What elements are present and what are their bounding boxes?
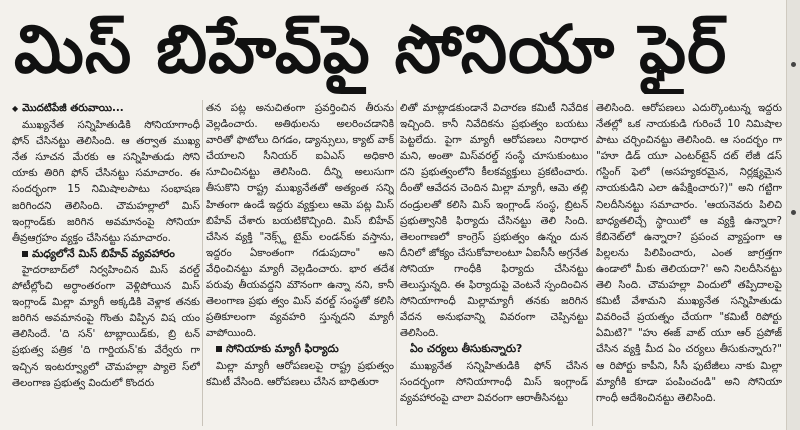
paragraph: తెలిసింది. ఆరోపణలు ఎదుర్కొంటున్న ఇద్దరు నేతల్లో ఒక నాయకుడి గురించే 10 నిమిషాల పాటు చర్చించినట్టు తెలిసింది. ఆ సందర్భం గా "హూ డిడ్ యూ ఎంటర్‌టైన్ దట్ లేజీ డస్ గస్టింగ్ ఫెలో (అసహ్యకరమైన, నిర్లక్ష్యమైన నాయకుడిని ఎలా ఉపేక్షించారు?)" అని గట్టిగా నిలదీసినట్టు సమాచారం. 'ఆయనెవరు పిలిచి బాధ్యతలిచ్చే స్థాయిలో ఆ వ్యక్తి ఉన్నారా? కేబినెట్‌లో ఉన్నారా? ప్రపంచ వ్యాప్తంగా ఆ పిల్లలను పిలిపించారు, ఎంత జాగ్రత్తగా ఉండాలో మీకు తెలియదా?' అని నిలదీసినట్టు తెలి సింది. చౌమహల్లా విందులో తప్పిదాలపై కమిటీ వేశామని ముఖ్యనేత సన్నిహితుడు వివరించే ప్రయత్నం చేయగా "కమిటీ రిపోర్టు ఏమిటి?" "హు ఈజ్ వాట్ యూ ఆర్ ప్రపోజ్ చేసిన వ్యక్తి మీద ఏం చర్యలు తీసుకున్నారు?" ఆ రిపోర్టు కాపీని, సీసీ ఫుటేజీలు నాకు మిల్లా మ్యాగీకి కూడా పంపించండి" అని సోనియా గాంధీ ఆదేశించినట్టు తెలిసింది. [596, 102, 782, 404]
page-edge [786, 0, 800, 430]
paragraph: ముఖ్యనేత సన్నిహితుడికి ఫోన్ చేసిన సందర్భంగా సోనియాగాంధీ మిస్ ఇంగ్లాండ్ వ్యవహారంపై చాలా వివరంగా ఆరాతీసినట్టు [400, 359, 588, 404]
paragraph: తన పట్ల అనుచితంగా ప్రవర్తించిన తీరును వెల్లడించారు. అతిథులను అలరించడానికి వారితో ఫొటోలు దిగడం, డ్యాన్సులు, క్యాట్ వాక్ చేయాలని సీనియర్ ఐఏఎస్ అధికారి సూచించినట్టు తెలిసింది. దీన్ని అలుసుగా తీసుకొని రాష్ట్ర ముఖ్యనేతతో అత్యంత సన్ని హితంగా ఉండే ఇద్దరు వ్యక్తులు ఆమె పట్ల మిస్ బిహేవ్ చేశారు బయటికొచ్చింది. మిస్ బిహేవ్ చేసిన వ్యక్తి "నెక్స్ట్ టైమ్ లండన్‌కు వస్తాను, ఇద్దరం ఏకాంతంగా గడుపుదాం" అని వేధించినట్టు మ్యాగీ వెల్లడించారు. భార తదేశ పరువు తీయవద్దని మౌనంగా ఉన్నా నని, కానీ తెలంగాణ ప్రభు త్వం మిస్ వరల్డ్ సంస్థతో కలిసి ప్రతికూలంగా వ్యవహరి స్తున్నదని మ్యాగీ వాపోయింది. [206, 102, 394, 340]
bullet-icon: ◆ [12, 104, 19, 113]
column-divider [592, 100, 593, 426]
subheading [400, 341, 588, 357]
column-divider [396, 100, 397, 426]
kicker-text: మొదటిపేజీ తరువాయి... [22, 102, 124, 114]
article-column-3 [400, 100, 588, 428]
paragraph: లితో మాట్లాడకుండానే విచారణ కమిటీ నివేదిక ఇచ్చింది. కానీ నివేదికను ప్రభుత్వం బయటు పెట్టలేదు. పైగా మ్యాగీ ఆరోపణలు నిరాధార మని, అంతా మిస్‌వరల్డ్ సంస్థే చూసుకుంటుం దని ప్రభుత్వంలోని కీలకవ్యక్తులు ప్రకటించారు. దీంతో ఆవేదన చెందిన మిల్లా మ్యాగీ, ఆమె తల్లి దండ్రులతో కలిసి మిస్ ఇంగ్లాండ్ సంస్థ, బ్రిటన్ ప్రభుత్వానికి ఫిర్యాదు చేసినట్టు తెలి సింది. తెలంగాణలో కాంగ్రెస్ ప్రభుత్వం ఉన్నం దున దీనిలో జోక్యం చేసుకోవాలంటూ ఏఐసీసీ అగ్రనేత సోనియా గాంధీకి ఫిర్యాదు చేసినట్టు తెలుస్తున్నది. ఈ ఫిర్యాదుపై వెంటనే స్పందించిన సోనియాగాంధీ మిల్లామ్యాగీ తనకు జరిగిన వేదన అనుభవాన్ని వివరంగా చెప్పినట్టు తెలిసింది. [400, 102, 588, 340]
headline: మిస్ బిహేవ్‌పై సోనియా ఫైర్ [14, 11, 728, 88]
column-divider [202, 100, 203, 426]
subheading-text: మధ్యలోనే మిస్ బిహేవ్ వ్యవహారం [32, 246, 175, 260]
square-bullet-icon [216, 346, 222, 352]
edge-mark [791, 62, 796, 67]
subheading [12, 246, 200, 262]
paragraph: మిల్లా మ్యాగీ ఆరోపణలపై రాష్ట్ర ప్రభుత్వం కమిటీ వేసింది. ఆరోపణలు చేసిన బాధితురా [206, 359, 394, 388]
paragraph: ముఖ్యనేత సన్నిహితుడికి సోనియాగాంధీ ఫోన్ చేసినట్టు తెలిసింది. ఆ తర్వాత ముఖ్య నేత సూచన మేరకు ఆ సన్నిహితుడు సోని యాకు తిరిగి ఫోన్ చేసినట్టు సమాచారం. ఈ సందర్భంగా 15 నిమిషాలపాటు సంభాషణ జరిగిందని తెలిసింది. చౌమహల్లాలో మిస్ ఇంగ్లాండ్‌కు జరిగిన అవమానంపై సోనియా తీవ్రఆగ్రహం వ్యక్తం చేసినట్టు సమాచారం. [12, 119, 200, 244]
article-column-4 [596, 100, 782, 428]
kicker [12, 100, 200, 117]
subheading-text: ఏం చర్యలు తీసుకున్నారు? [410, 342, 523, 356]
edge-mark [791, 210, 796, 215]
square-bullet-icon [22, 251, 28, 257]
paragraph: హైదరాబాద్‌లో నిర్వహించిన మిస్ వరల్డ్ పోటీల్లోంచి అర్ధాంతరంగా వెళ్లిపోయిన మిస్ ఇంగ్లాండ్ మిల్లా మ్యాగీ అక్కడికి వెళ్లాక తనకు జరిగిన అవమానంపై గొంతు విప్పిన విష యం తెలిసిందే. 'ది సన్' టాబ్లాయిడ్‌కు, బ్రి టన్ ప్రభుత్వ పత్రిక 'ది గార్డియన్'కు వేర్వేరు గా ఇచ్చిన ఇంటర్వ్యూలో చౌమహల్లా ప్యాలె స్‌లో తెలంగాణ ప్రభుత్వ విందులో కొందరు [12, 263, 200, 389]
subheading [206, 341, 394, 357]
article-column-2 [206, 100, 394, 428]
subheading-text: సోనియాకు మ్యాగీ ఫిర్యాదు [226, 342, 339, 356]
article-column-1 [12, 100, 200, 428]
